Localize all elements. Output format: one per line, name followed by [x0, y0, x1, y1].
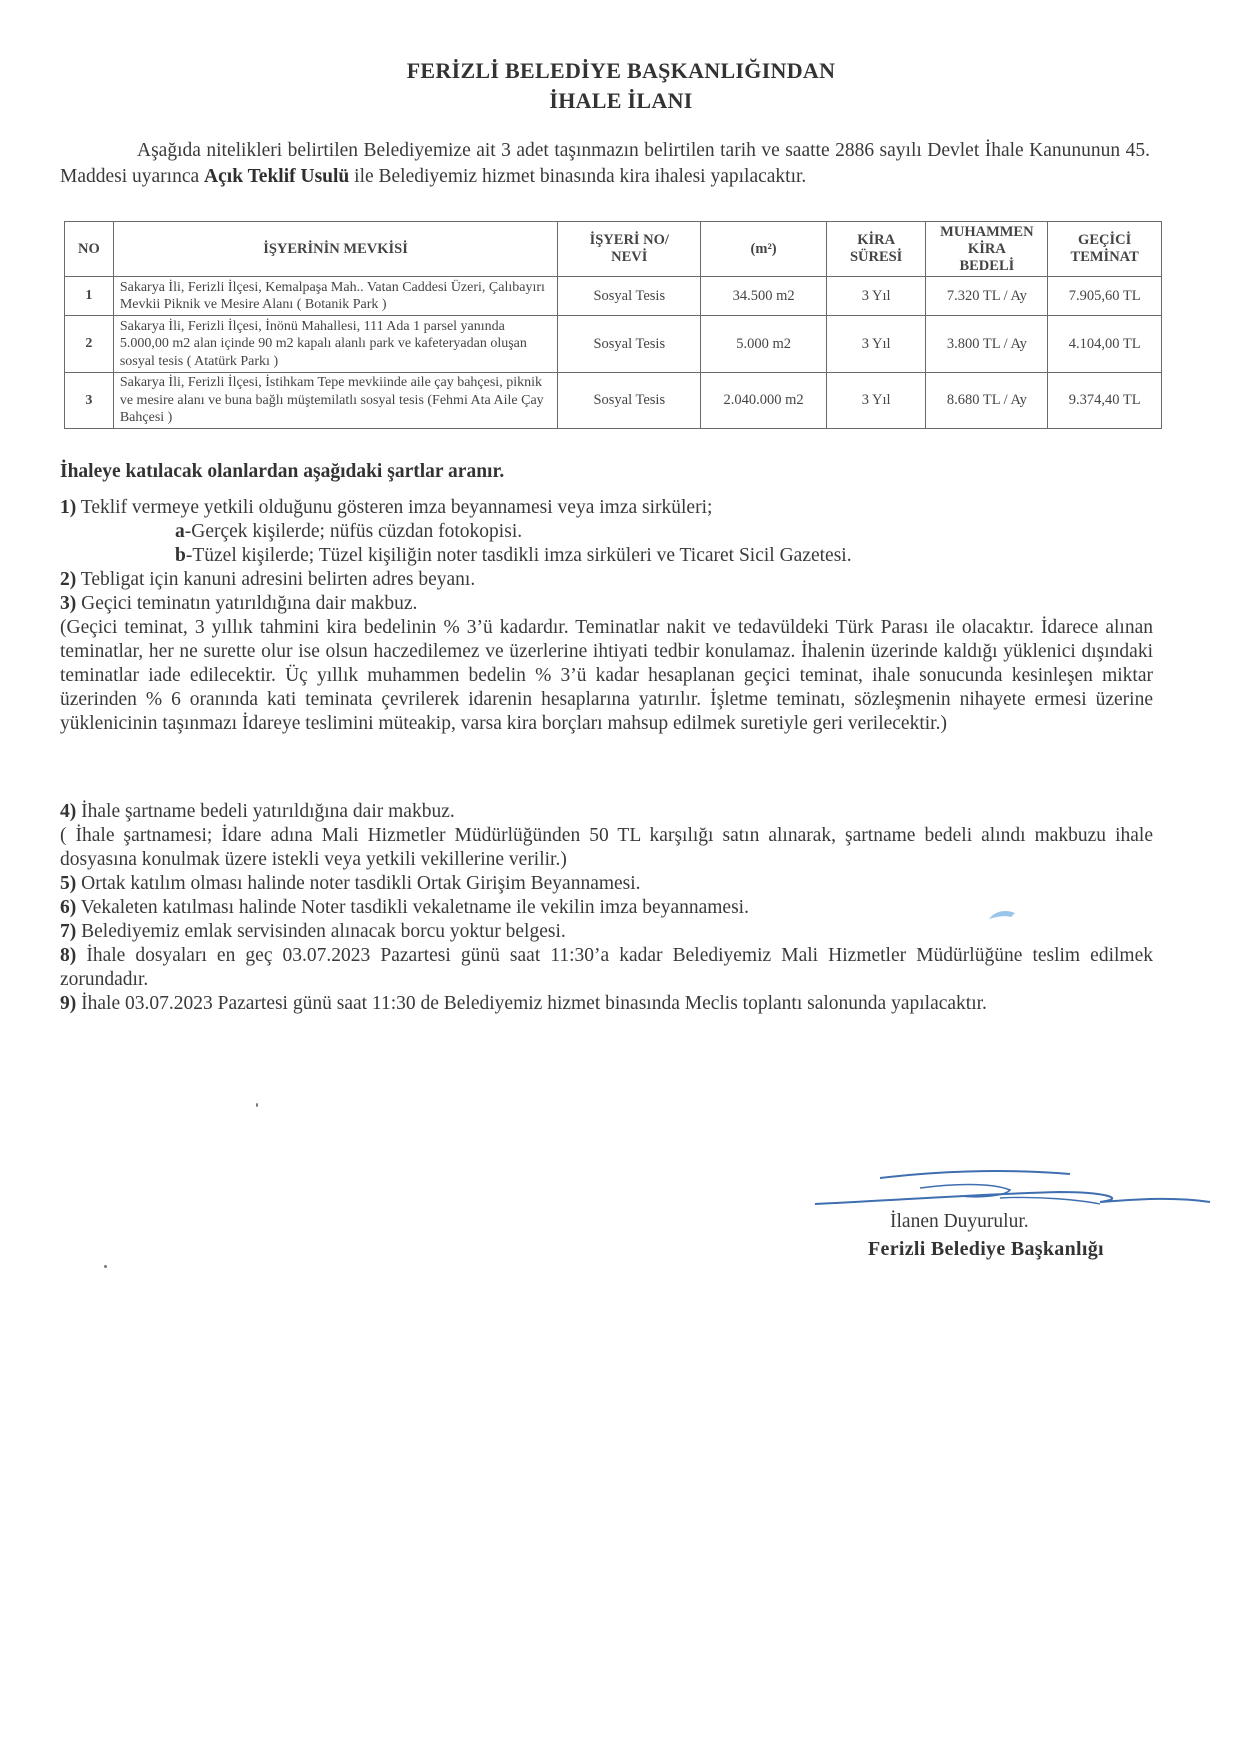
cell-rent: 7.320 TL / Ay: [926, 277, 1048, 316]
table-row: [65, 316, 1162, 373]
cell-type: Sosyal Tesis: [558, 277, 701, 316]
requirement-1: 1) Teklif vermeye yetkili olduğunu gösteren imza beyannamesi veya imza sirküleri;: [60, 497, 713, 518]
header-rent: MUHAMMEN KİRA BEDELİ: [926, 222, 1048, 277]
requirement-4: 4) İhale şartname bedeli yatırıldığına dair makbuz.: [60, 801, 455, 822]
signature: [800, 1160, 1220, 1215]
requirement-5: 5) Ortak katılım olması halinde noter tasdikli Ortak Girişim Beyannamesi.: [60, 873, 641, 894]
requirement-2: 2) Tebligat için kanuni adresini belirten adres beyanı.: [60, 569, 476, 590]
table-row: [65, 277, 1162, 316]
header-area: (m²): [701, 222, 826, 277]
cell-area: 5.000 m2: [701, 316, 826, 373]
intro-paragraph: [60, 138, 1150, 190]
requirement-8: 8) İhale dosyaları en geç 03.07.2023 Pazartesi günü saat 11:30’a kadar Belediyemiz Mali Hizmetler Müdürlüğüne teslim edilmek zorundadır.: [60, 945, 1153, 990]
header-type: İŞYERİ NO/ NEVİ: [558, 222, 701, 277]
header-location: İŞYERİNİN MEVKİSİ: [113, 222, 557, 277]
requirement-3: 3) Geçici teminatın yatırıldığına dair makbuz.: [60, 593, 418, 614]
stamp-smudge: [985, 905, 1025, 925]
cell-rent: 3.800 TL / Ay: [926, 316, 1048, 373]
cell-duration: 3 Yıl: [826, 277, 926, 316]
requirement-1b: b-Tüzel kişilerde; Tüzel kişiliğin noter tasdikli imza sirküleri ve Ticaret Sicil Gazetesi.: [175, 545, 852, 566]
scan-speck: [104, 1265, 107, 1268]
requirement-9: 9) İhale 03.07.2023 Pazartesi günü saat 11:30 de Belediyemiz hizmet binasında Meclis toplantı salonunda yapılacaktır.: [60, 993, 987, 1014]
intro-text-2: ile Belediyemiz hizmet binasında kira ihalesi yapılacaktır.: [349, 166, 807, 187]
table-header-row: [65, 222, 1162, 277]
requirement-3-note: (Geçici teminat, 3 yıllık tahmini kira bedelinin % 3’ü kadardır. Teminatlar nakit ve tedavüldeki Türk Parası ile olacaktır. İdarece alınan teminatlar, her ne surette olur ise olsun haczedilemez ve üzerlerine ihtiyati tedbir konulamaz. İhalenin üzerinde kaldığı yüklenici dışındaki teminatlar iade edilecektir. Üç yıllık muhammen bedelin % 3’ü kadar hesaplanan geçici teminat, ihale sonucunda kesinleşen miktar üzerinden % 6 oranında kati teminata çevrilerek idarenin hesaplarına yatırılır. İşletme teminatı, sözleşmenin nihayete ermesi üzerine yüklenicinin taşınmazı İdareye teslimini müteakip, varsa kira borçları mahsup edilmek suretiyle geri verilecektir.): [60, 617, 1153, 734]
header-deposit: GEÇİCİ TEMİNAT: [1048, 222, 1162, 277]
scan-speck: [256, 1103, 258, 1107]
requirement-4-note: ( İhale şartnamesi; İdare adına Mali Hizmetler Müdürlüğünden 50 TL karşılığı satın alınarak, şartname bedeli alındı makbuzu ihale dosyasına konulmak üzere istekli veya yetkili vekillerine verilir.): [60, 825, 1153, 870]
document-title: FERİZLİ BELEDİYE BAŞKANLIĞINDAN: [406, 58, 836, 83]
cell-location: Sakarya İli, Ferizli İlçesi, Kemalpaşa Mah.. Vatan Caddesi Üzeri, Çalıbayırı Mevkii Piknik ve Mesire Alanı ( Botanik Park ): [113, 277, 557, 316]
cell-no: 1: [65, 277, 114, 316]
tender-table: [64, 221, 1162, 429]
requirement-7: 7) Belediyemiz emlak servisinden alınacak borcu yoktur belgesi.: [60, 921, 566, 942]
cell-deposit: 4.104,00 TL: [1048, 316, 1162, 373]
header-no: NO: [65, 222, 114, 277]
cell-type: Sosyal Tesis: [558, 316, 701, 373]
intro-text-1: Aşağıda nitelikleri belirtilen Belediyemize ait 3 adet taşınmazın belirtilen tarih ve saatte 2886 sayılı Devlet İhale Kanununun 45. Maddesi uyarınca: [60, 140, 1150, 187]
cell-deposit: 7.905,60 TL: [1048, 277, 1162, 316]
cell-no: 3: [65, 373, 114, 429]
document-subtitle: İHALE İLANI: [549, 88, 693, 113]
cell-duration: 3 Yıl: [826, 373, 926, 429]
cell-location: Sakarya İli, Ferizli İlçesi, İstihkam Tepe mevkiinde aile çay bahçesi, piknik ve mesire alanı ve buna bağlı müştemilatlı sosyal tesis (Fehmi Ata Aile Çay Bahçesi ): [113, 373, 557, 429]
requirement-1a: a-Gerçek kişilerde; nüfüs cüzdan fotokopisi.: [175, 521, 523, 542]
cell-area: 34.500 m2: [701, 277, 826, 316]
closing-announcement: İlanen Duyurulur.: [890, 1211, 1029, 1232]
table-row: [65, 373, 1162, 429]
cell-rent: 8.680 TL / Ay: [926, 373, 1048, 429]
cell-deposit: 9.374,40 TL: [1048, 373, 1162, 429]
cell-no: 2: [65, 316, 114, 373]
cell-area: 2.040.000 m2: [701, 373, 826, 429]
cell-duration: 3 Yıl: [826, 316, 926, 373]
intro-bold: Açık Teklif Usulü: [204, 166, 350, 187]
cell-type: Sosyal Tesis: [558, 373, 701, 429]
requirements-heading: İhaleye katılacak olanlardan aşağıdaki şartlar aranır.: [60, 461, 505, 482]
header-duration: KİRA SÜRESİ: [826, 222, 926, 277]
closing-organization: Ferizli Belediye Başkanlığı: [868, 1238, 1104, 1260]
requirement-6: 6) Vekaleten katılması halinde Noter tasdikli vekaletname ile vekilin imza beyannamesi.: [60, 897, 749, 918]
cell-location: Sakarya İli, Ferizli İlçesi, İnönü Mahallesi, 111 Ada 1 parsel yanında 5.000,00 m2 alan içinde 90 m2 kapalı alanlı park ve kafeteryadan oluşan sosyal tesis ( Atatürk Parkı ): [113, 316, 557, 373]
